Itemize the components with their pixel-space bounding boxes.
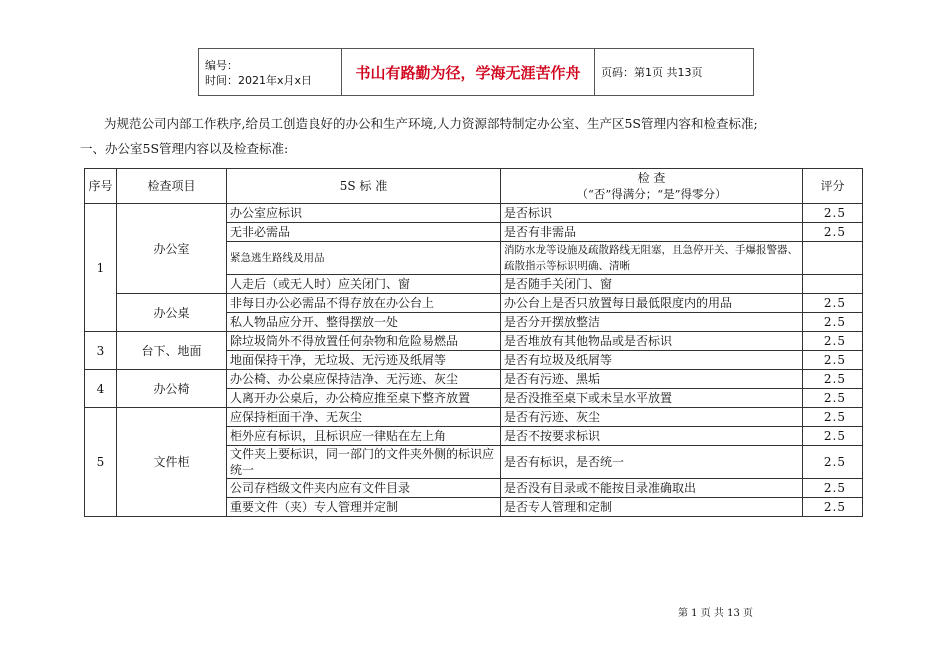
standard-cell: 人离开办公桌后，办公椅应推至桌下整齐放置 xyxy=(227,389,501,408)
standard-cell: 非每日办公必需品不得存放在办公台上 xyxy=(227,294,501,313)
check-cell: 是否有污迹、黑垢 xyxy=(501,370,803,389)
header-check xyxy=(501,169,803,204)
check-cell: 办公台上是否只放置每日最低限度内的用品 xyxy=(501,294,803,313)
check-cell: 是否没推至桌下或未呈水平放置 xyxy=(501,389,803,408)
table-header-row xyxy=(85,169,863,204)
check-cell: 消防水龙等设施及疏散路线无阻塞，且急停开关、手爆报警器、疏散指示等标识明确、清晰 xyxy=(501,242,803,275)
check-item: 办公室 xyxy=(117,204,227,294)
standard-cell: 紧急逃生路线及用品 xyxy=(227,242,501,275)
table-row xyxy=(85,408,863,427)
table-row xyxy=(85,332,863,351)
check-cell: 是否有非需品 xyxy=(501,223,803,242)
table-row xyxy=(85,370,863,389)
standard-cell: 重要文件（夹）专人管理并定制 xyxy=(227,498,501,517)
row-number: 3 xyxy=(85,332,117,370)
page-header xyxy=(198,48,754,96)
inspection-table xyxy=(84,168,863,517)
score-cell: 2.5 xyxy=(803,370,863,389)
check-cell: 是否堆放有其他物品或是否标识 xyxy=(501,332,803,351)
header-motto: 书山有路勤为径，学海无涯苦作舟 xyxy=(342,49,595,96)
header-check-note: （“否”得满分；“是”得零分） xyxy=(576,187,727,201)
page-footer: 第 1 页 共 13 页 xyxy=(678,608,753,619)
check-item: 办公桌 xyxy=(117,294,227,332)
header-score: 评分 xyxy=(803,169,863,204)
check-item: 台下、地面 xyxy=(117,332,227,370)
standard-cell: 应保持柜面干净、无灰尘 xyxy=(227,408,501,427)
header-item: 检查项目 xyxy=(117,169,227,204)
time-label: 时间：2021年x月x日 xyxy=(205,74,313,87)
score-cell: 2.5 xyxy=(803,332,863,351)
standard-cell: 公司存档级文件夹内应有文件目录 xyxy=(227,479,501,498)
check-item: 办公椅 xyxy=(117,370,227,408)
score-cell: 2.5 xyxy=(803,294,863,313)
header-page-number: 页码：第1页 共13页 xyxy=(595,49,754,96)
check-cell: 是否随手关闭门、窗 xyxy=(501,275,803,294)
score-cell: 2.5 xyxy=(803,498,863,517)
standard-cell: 无非必需品 xyxy=(227,223,501,242)
code-label: 编号： xyxy=(205,59,238,72)
check-cell: 是否有标识，是否统一 xyxy=(501,446,803,479)
row-number: 4 xyxy=(85,370,117,408)
header-no: 序号 xyxy=(85,169,117,204)
check-cell: 是否没有目录或不能按目录准确取出 xyxy=(501,479,803,498)
row-number: 5 xyxy=(85,408,117,517)
score-cell: 2.5 xyxy=(803,408,863,427)
table-row xyxy=(85,204,863,223)
check-cell: 是否有污迹、灰尘 xyxy=(501,408,803,427)
standard-cell: 办公室应标识 xyxy=(227,204,501,223)
score-cell: 2.5 xyxy=(803,446,863,479)
score-cell: 2.5 xyxy=(803,351,863,370)
score-cell: 2.5 xyxy=(803,427,863,446)
table-row xyxy=(85,294,863,313)
standard-cell: 办公椅、办公桌应保持洁净、无污迹、灰尘 xyxy=(227,370,501,389)
standard-cell: 私人物品应分开、整得摆放一处 xyxy=(227,313,501,332)
standard-cell: 人走后（或无人时）应关闭门、窗 xyxy=(227,275,501,294)
standard-cell: 除垃圾筒外不得放置任何杂物和危险易燃品 xyxy=(227,332,501,351)
check-cell: 是否分开摆放整洁 xyxy=(501,313,803,332)
score-cell xyxy=(803,242,863,275)
header-meta xyxy=(199,49,342,96)
standard-cell: 柜外应有标识，且标识应一律贴在左上角 xyxy=(227,427,501,446)
header-standard: 5S 标 准 xyxy=(227,169,501,204)
score-cell: 2.5 xyxy=(803,389,863,408)
check-cell: 是否有垃圾及纸屑等 xyxy=(501,351,803,370)
score-cell xyxy=(803,275,863,294)
check-cell: 是否专人管理和定制 xyxy=(501,498,803,517)
check-item: 文件柜 xyxy=(117,408,227,517)
score-cell: 2.5 xyxy=(803,204,863,223)
standard-cell: 地面保持干净，无垃圾、无污迹及纸屑等 xyxy=(227,351,501,370)
section-title: 一、办公室5S管理内容以及检查标准: xyxy=(80,141,289,156)
score-cell: 2.5 xyxy=(803,313,863,332)
check-cell: 是否不按要求标识 xyxy=(501,427,803,446)
intro-paragraph: 为规范公司内部工作秩序,给员工创造良好的办公和生产环境,人力资源部特制定办公室、生产区5S管理内容和检查标准; xyxy=(104,116,758,131)
standard-cell: 文件夹上要标识，同一部门的文件夹外侧的标识应统一 xyxy=(227,446,501,479)
row-number: 1 xyxy=(85,204,117,332)
check-cell: 是否标识 xyxy=(501,204,803,223)
header-check-title: 检 查 xyxy=(637,171,666,185)
score-cell: 2.5 xyxy=(803,479,863,498)
score-cell: 2.5 xyxy=(803,223,863,242)
